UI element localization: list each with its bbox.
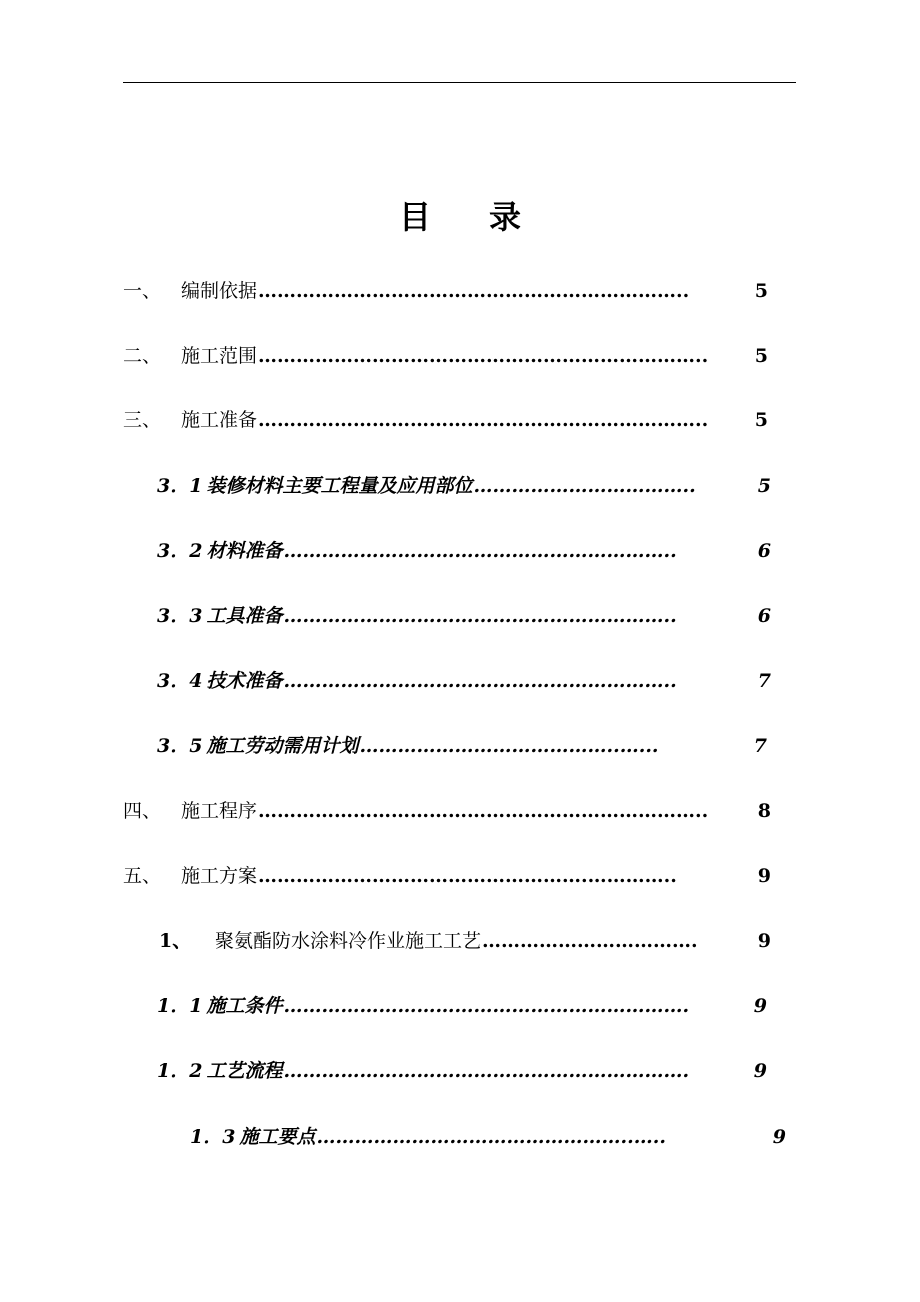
toc-entry-page: 7 <box>757 670 771 692</box>
toc-entry[interactable] <box>159 927 771 955</box>
toc-entry[interactable] <box>123 277 768 305</box>
toc-entry-leader: …………………………………..…... <box>359 735 659 757</box>
toc-entry-leader: ………………………………………………………. <box>283 1060 690 1082</box>
toc-entry-leader: …………………………………………………………….. <box>258 409 709 431</box>
toc-entry-page: 5 <box>757 475 771 497</box>
toc-entry-leader: ………………………………………………………….. <box>258 280 690 302</box>
toc-entry-page: 9 <box>757 865 771 887</box>
toc-entry-leader: …………………………….. <box>473 475 696 497</box>
toc-entry-label: 工艺流程 <box>206 1060 283 1082</box>
toc-entry-label: 施工方案 <box>181 865 258 887</box>
toc-entry-page: 9 <box>757 930 771 952</box>
toc-entry-number: 3．2 <box>157 540 203 562</box>
toc-entry-leader: …………………………………………..….. <box>316 1126 666 1148</box>
toc-entry-number: 3．4 <box>157 670 203 692</box>
toc-entry-number: 二、 <box>123 345 162 367</box>
toc-entry[interactable] <box>123 797 771 825</box>
toc-entry-label: 施工程序 <box>181 800 258 822</box>
toc-entry[interactable] <box>190 1123 786 1151</box>
toc-entry-label: 技术准备 <box>206 670 283 692</box>
toc-entry[interactable] <box>157 992 767 1020</box>
toc-entry-label: 施工范围 <box>181 345 258 367</box>
toc-entry-leader: …………………………………………………….. <box>283 605 677 627</box>
toc-entry-number: 三、 <box>123 409 162 431</box>
toc-entry-page: 6 <box>757 540 771 562</box>
toc-entry-label: 材料准备 <box>206 540 283 562</box>
toc-entry-label: 聚氨酯防水涂料冷作业施工工艺 <box>215 930 482 952</box>
toc-entry[interactable] <box>157 537 771 565</box>
toc-entry-label: 装修材料主要工程量及应用部位 <box>206 475 473 497</box>
toc-entry-leader: …………………………………………….………….. <box>258 865 677 887</box>
header-rule <box>123 82 796 83</box>
toc-entry-leader: …………………………………………………….. <box>283 670 677 692</box>
toc-entry-leader: …………………………………………………………….. <box>258 345 709 367</box>
toc-entry-label: 施工准备 <box>181 409 258 431</box>
toc-entry[interactable] <box>157 667 771 695</box>
toc-entry-leader: …………………………………………………………….. <box>258 800 709 822</box>
toc-entry-page: 5 <box>754 280 768 302</box>
toc-entry[interactable] <box>157 1057 767 1085</box>
toc-entry-number: 1、 <box>159 930 192 952</box>
toc-entry-number: 3．1 <box>157 475 203 497</box>
toc-entry-label: 工具准备 <box>206 605 283 627</box>
toc-entry-number: 一、 <box>123 280 162 302</box>
toc-title-left: 目 <box>398 198 431 236</box>
toc-entry-number: 1．2 <box>157 1060 203 1082</box>
toc-entry-page: 8 <box>757 800 771 822</box>
toc-entry[interactable] <box>123 406 768 434</box>
toc-entry[interactable] <box>157 602 771 630</box>
toc-entry-number: 五、 <box>123 865 162 887</box>
toc-entry[interactable] <box>123 342 768 370</box>
toc-entry-leader: …………………………………………………….. <box>283 540 677 562</box>
toc-entry-label: 施工要点 <box>239 1126 316 1148</box>
toc-entry-page: 5 <box>754 409 768 431</box>
toc-entry-number: 1．1 <box>157 995 203 1017</box>
toc-entry-page: 9 <box>753 995 767 1017</box>
toc-entry[interactable] <box>157 472 771 500</box>
toc-entry-page: 9 <box>753 1060 767 1082</box>
toc-title-right: 录 <box>489 198 522 236</box>
toc-entry-page: 7 <box>753 735 767 757</box>
toc-entry-number: 3．5 <box>157 735 203 757</box>
toc-entry-page: 9 <box>772 1126 786 1148</box>
toc-entry-number: 3．3 <box>157 605 203 627</box>
toc-entry-number: 四、 <box>123 800 162 822</box>
toc-entry[interactable] <box>157 732 767 760</box>
toc-entry-label: 编制依据 <box>181 280 258 302</box>
toc-entry[interactable] <box>123 862 771 890</box>
toc-entry-leader: ………………………………………………………. <box>283 995 690 1017</box>
toc-entry-label: 施工劳动需用计划 <box>206 735 359 757</box>
toc-entry-label: 施工条件 <box>206 995 283 1017</box>
toc-entry-page: 5 <box>754 345 768 367</box>
toc-title <box>0 192 920 238</box>
toc-entry-leader: ……………………………. <box>482 930 698 952</box>
toc-entry-page: 6 <box>757 605 771 627</box>
toc-entry-number: 1．3 <box>190 1126 236 1148</box>
